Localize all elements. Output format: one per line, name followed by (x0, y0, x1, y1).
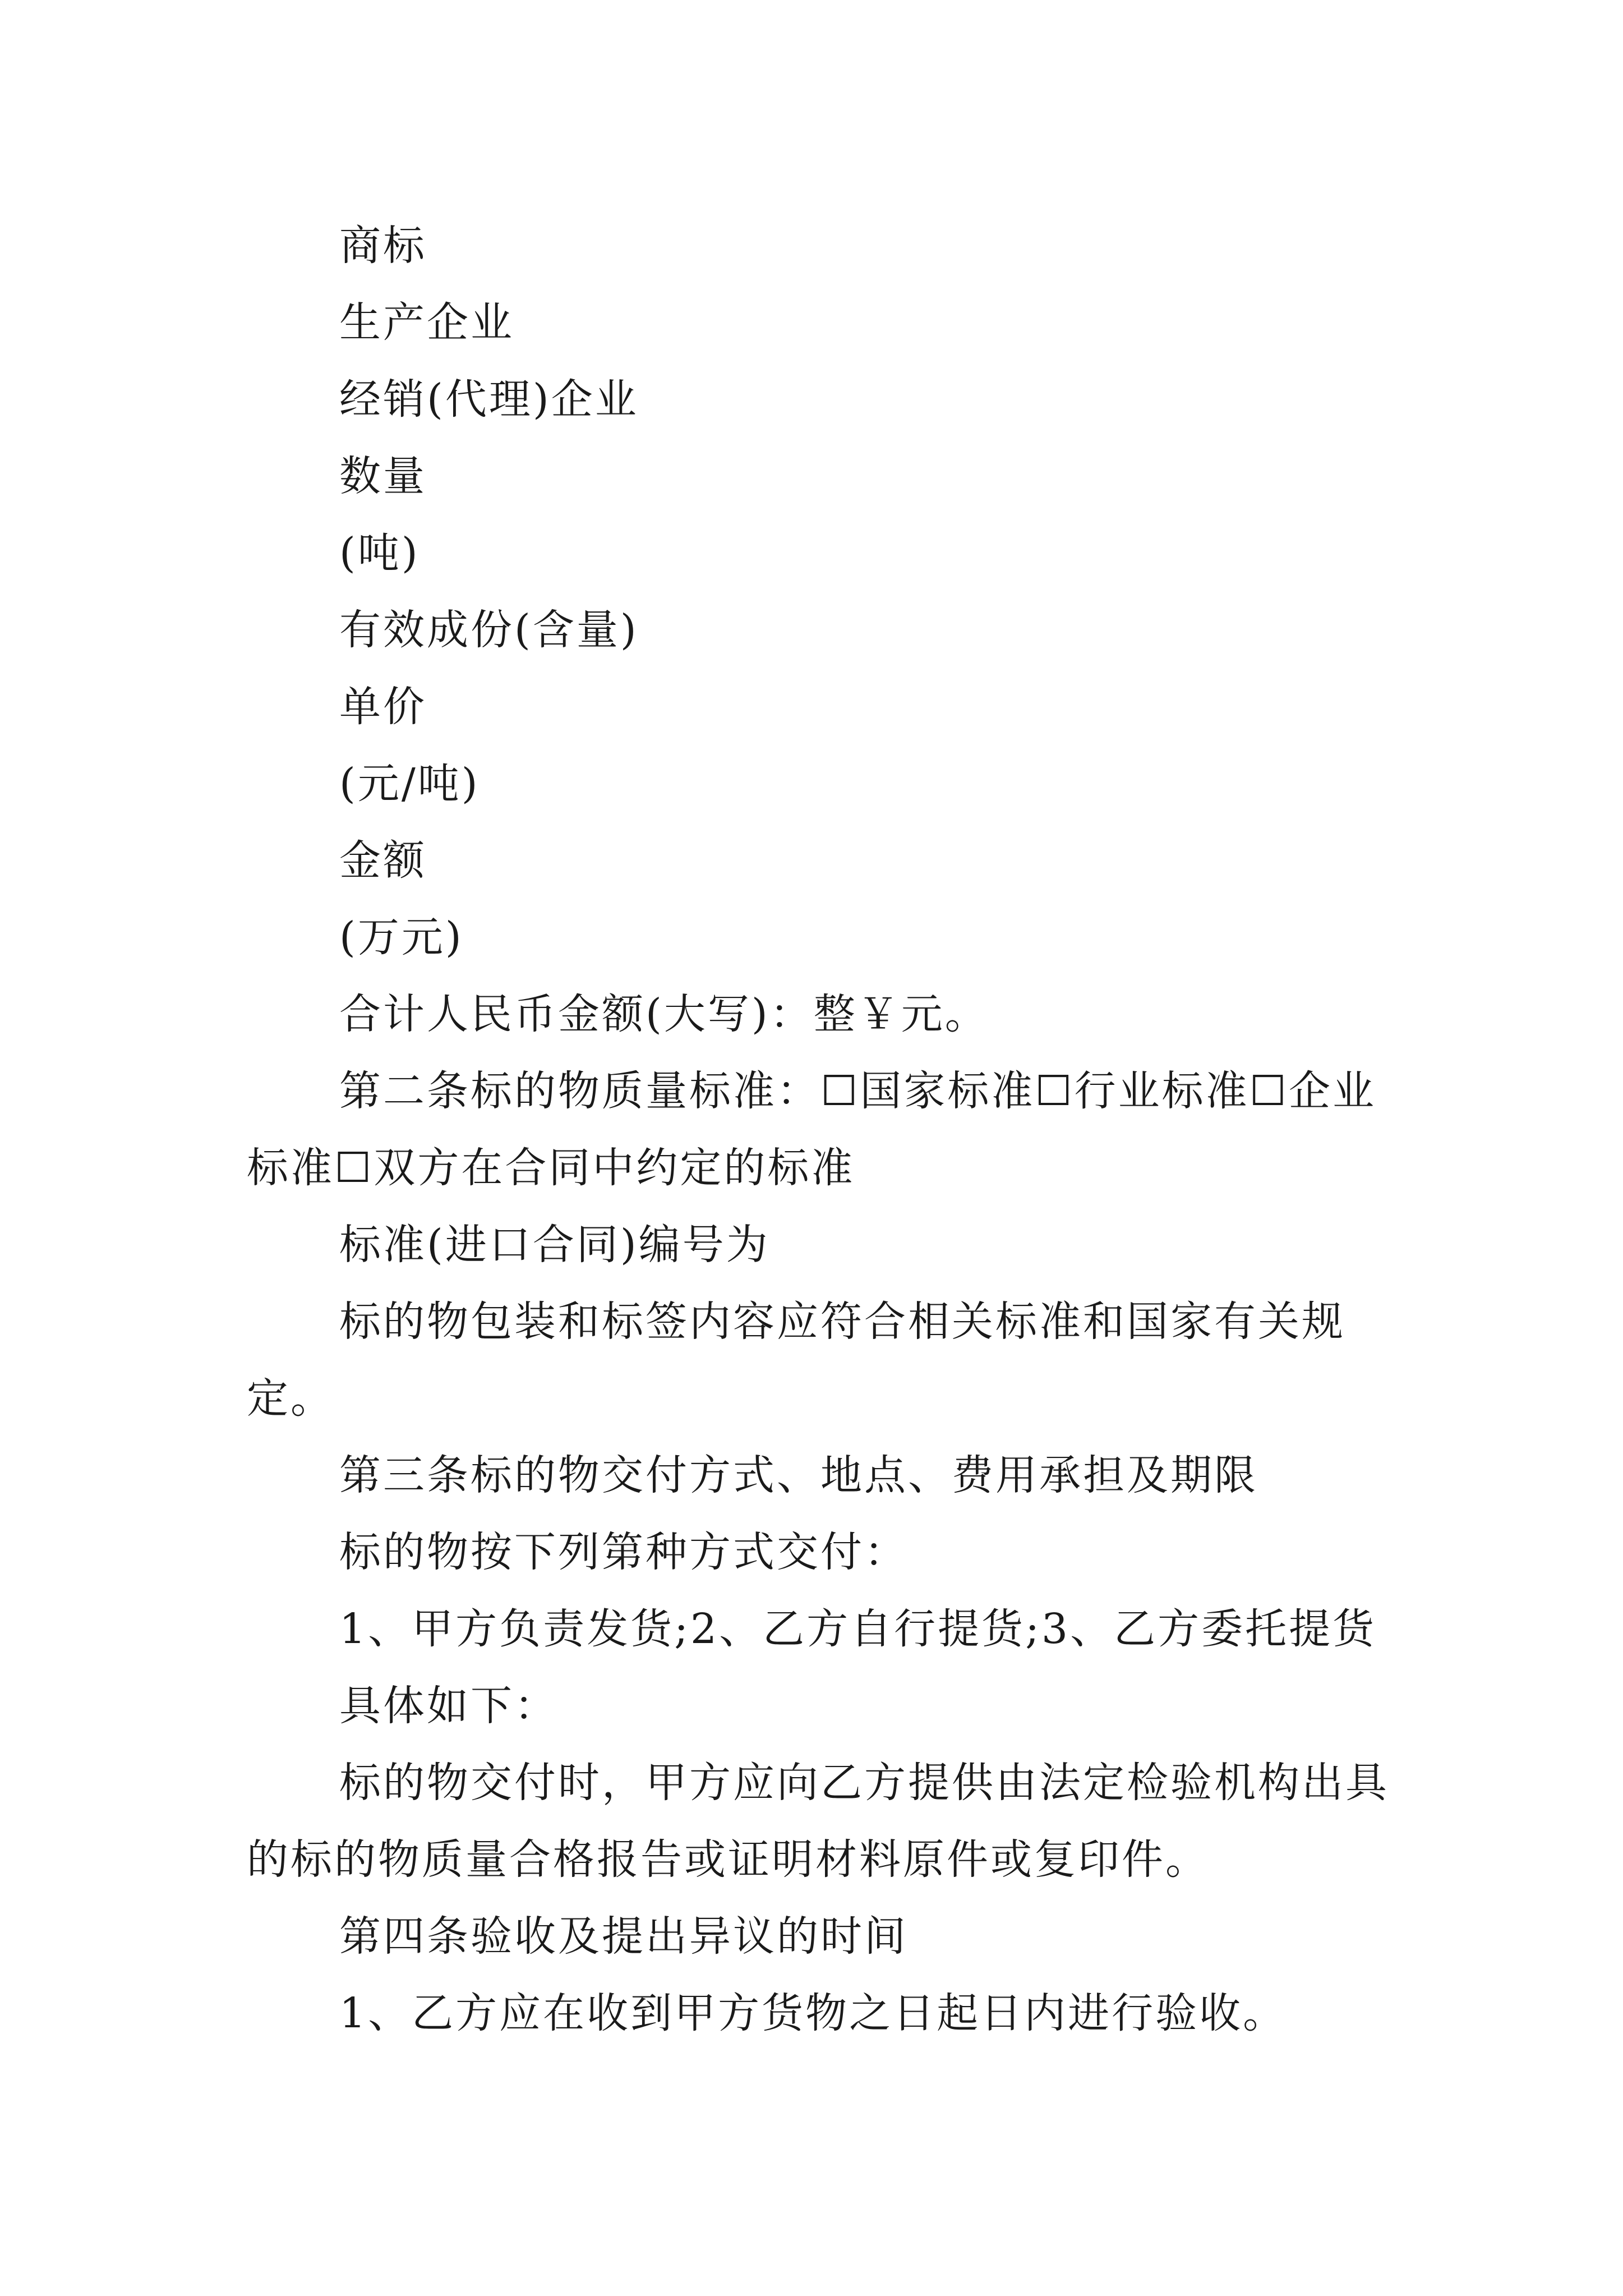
field-manufacturer: 生产企业 (339, 298, 514, 347)
article3-title: 第三条标的物交付方式、地点、费用承担及期限 (339, 1451, 1258, 1499)
document-body (247, 208, 1389, 2052)
article3-delivery: 标的物交付时，甲方应向乙方提供由法定检验机构出具 (339, 1759, 1389, 1807)
article3-options: 1、甲方负责发货;2、乙方自行提货;3、乙方委托提货 (339, 1605, 1377, 1653)
article2-quality-standard-cont: 标准☐双方在合同中约定的标准 (247, 1144, 855, 1192)
article4-item1: 1、乙方应在收到甲方货物之日起日内进行验收。 (339, 1989, 1287, 2037)
article2-packaging: 标的物包装和标签内容应符合相关标准和国家有关规 (339, 1297, 1345, 1346)
field-unit-price-unit: (元/吨) (339, 760, 480, 808)
field-amount-unit: (万元) (339, 913, 464, 961)
article3-details: 具体如下： (339, 1682, 558, 1730)
article3-delivery-cont: 的标的物质量合格报告或证明材料原件或复印件。 (247, 1835, 1209, 1884)
field-trademark: 商标 (339, 222, 427, 270)
article2-packaging-cont: 定。 (247, 1374, 334, 1423)
article3-method: 标的物按下列第种方式交付： (339, 1528, 908, 1576)
field-quantity-unit: (吨) (339, 529, 420, 577)
article4-title: 第四条验收及提出异议的时间 (339, 1912, 908, 1961)
article2-standard-number: 标准(进口合同)编号为 (339, 1221, 770, 1269)
article2-quality-standard: 第二条标的物质量标准：☐国家标准☐行业标准☐企业 (339, 1067, 1377, 1115)
field-active-ingredient: 有效成份(含量) (339, 606, 639, 654)
field-amount: 金额 (339, 836, 427, 885)
field-distributor: 经销(代理)企业 (339, 375, 639, 424)
field-quantity: 数量 (339, 452, 427, 500)
total-amount-line: 合计人民币金额(大写)：整￥元。 (339, 990, 989, 1038)
field-unit-price: 单价 (339, 683, 427, 731)
